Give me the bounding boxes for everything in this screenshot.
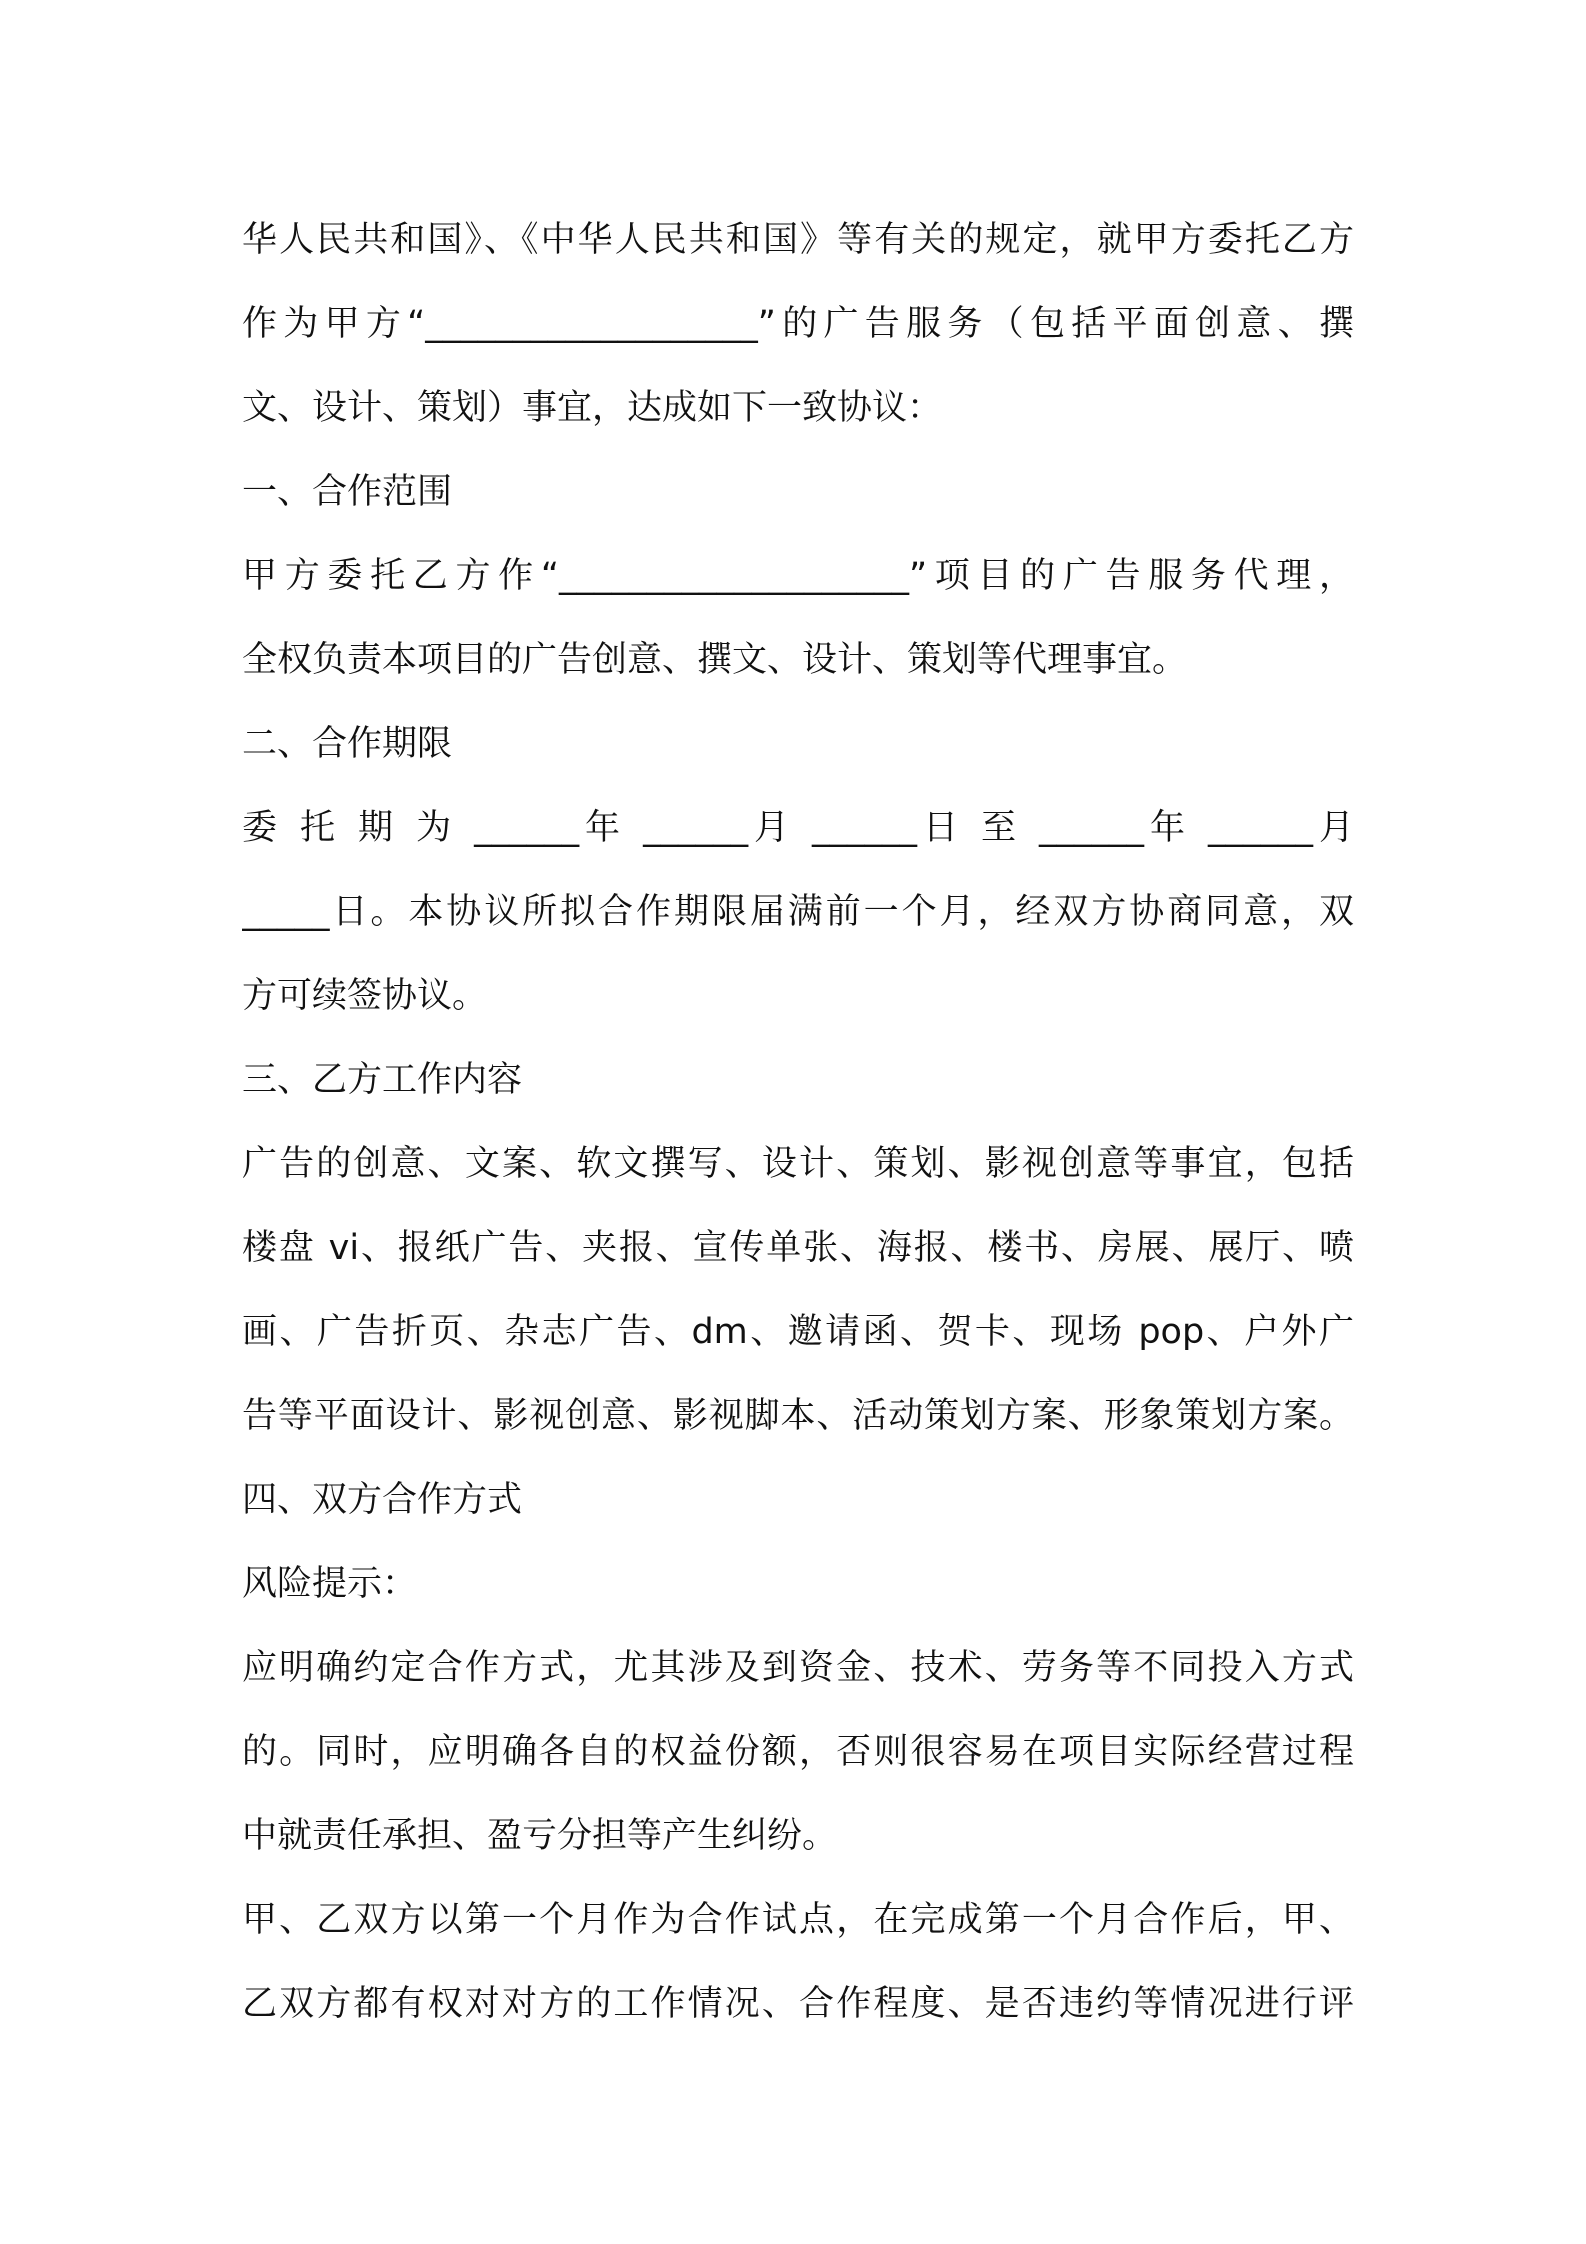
text-line: _____日。本协议所拟合作期限届满前一个月，经双方协商同意，双 (242, 892, 1354, 932)
text-line: 作为甲方“___________________”的广告服务（包括平面创意、撰 (242, 304, 1354, 344)
section-heading: 一、合作范围 (242, 472, 453, 512)
text-line: 的。同时，应明确各自的权益份额，否则很容易在项目实际经营过程 (242, 1732, 1354, 1772)
section-heading: 二、合作期限 (242, 724, 453, 764)
text-line: 画、广告折页、杂志广告、dm、邀请函、贺卡、现场 pop、户外广 (242, 1312, 1354, 1352)
document-body (242, 198, 1354, 2046)
text-line: 甲、乙双方以第一个月作为合作试点，在完成第一个月合作后，甲、 (242, 1900, 1354, 1940)
text-line: 文、设计、策划）事宜，达成如下一致协议： (242, 388, 943, 428)
text-line: 方可续签协议。 (242, 976, 488, 1016)
text-line: 甲方委托乙方作“____________________”项目的广告服务代理， (242, 556, 1354, 596)
section-heading: 三、乙方工作内容 (242, 1060, 523, 1100)
text-line: 华人民共和国》、《中华人民共和国》等有关的规定，就甲方委托乙方 (242, 220, 1354, 260)
text-line: 广告的创意、文案、软文撰写、设计、策划、影视创意等事宜，包括 (242, 1144, 1354, 1184)
text-line: 委 托 期 为 ______年 ______月 ______日 至 ______年 ______月 (242, 808, 1354, 848)
text-line: 中就责任承担、盈亏分担等产生纠纷。 (242, 1816, 838, 1856)
text-line: 楼盘 vi、报纸广告、夹报、宣传单张、海报、楼书、房展、展厅、喷 (242, 1228, 1354, 1268)
risk-label: 风险提示： (242, 1564, 418, 1604)
text-line: 告等平面设计、影视创意、影视脚本、活动策划方案、形象策划方案。 (242, 1396, 1354, 1436)
text-line: 全权负责本项目的广告创意、撰文、设计、策划等代理事宜。 (242, 640, 1188, 680)
section-heading: 四、双方合作方式 (242, 1480, 523, 1520)
text-line: 应明确约定合作方式，尤其涉及到资金、技术、劳务等不同投入方式 (242, 1648, 1354, 1688)
text-line: 乙双方都有权对对方的工作情况、合作程度、是否违约等情况进行评 (242, 1984, 1354, 2024)
